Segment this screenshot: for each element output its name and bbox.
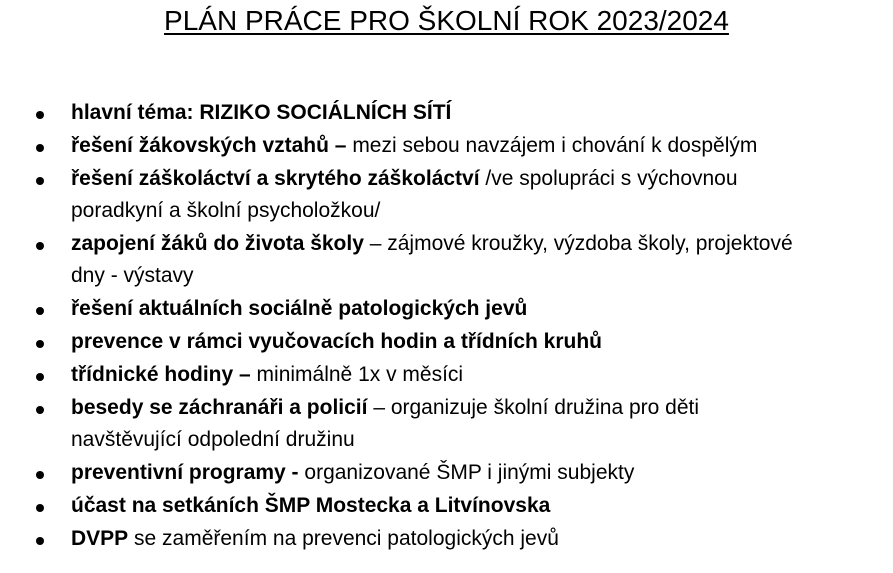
list-item [0,392,893,456]
item-bold-text: hlavní téma: RIZIKO SOCIÁLNÍCH SÍTÍ [71,101,452,124]
item-text: poradkyní a školní psycholožkou/ [71,199,381,222]
item-line [71,457,889,489]
item-bold-text: řešení aktuálních sociálně patologických jevů [71,297,528,320]
item-line [71,228,889,260]
item-line [71,163,889,195]
bullet-icon [36,144,44,152]
list-item [0,97,893,129]
item-bold-text: řešení žákovských vztahů – [71,134,347,157]
item-bold-text: DVPP [71,527,129,550]
item-bold-text: účast na setkáních ŠMP Mostecka a Litvínovska [71,494,551,517]
bullet-icon [36,537,44,545]
item-line [71,326,889,358]
bullet-icon [36,242,44,250]
item-bold-text: třídnické hodiny – [71,363,251,386]
item-line [71,490,889,522]
item-line [71,359,889,391]
item-line [71,195,889,227]
item-text: navštěvující odpolední družinu [71,428,355,451]
bullet-icon [36,373,44,381]
list-item [0,228,893,292]
item-line [71,424,889,456]
item-line [71,293,889,325]
page-title: PLÁN PRÁCE PRO ŠKOLNÍ ROK 2023/2024 [164,5,729,36]
item-text: – zájmové kroužky, výzdoba školy, projektové [363,232,793,255]
plan-list [0,97,893,556]
item-line [71,130,889,162]
item-bold-text: řešení záškoláctví a skrytého záškoláctví [71,167,480,190]
bullet-icon [36,177,44,185]
item-line [71,523,889,555]
list-item [0,523,893,555]
item-line [71,392,889,424]
item-bold-text: preventivní programy - [71,461,299,484]
item-bold-text: zapojení žáků do života školy [71,232,364,255]
bullet-icon [36,504,44,512]
item-text: – organizuje školní družina pro děti [367,396,700,419]
item-bold-text: besedy se záchranáři a policií [71,396,368,419]
list-item [0,490,893,522]
list-item [0,359,893,391]
list-item [0,457,893,489]
item-bold-text: prevence v rámci vyučovacích hodin a třídních kruhů [71,330,603,353]
bullet-icon [36,406,44,414]
item-text: dny - výstavy [71,264,194,287]
list-item [0,163,893,227]
item-text: /ve spolupráci s výchovnou [479,167,738,190]
item-line [71,97,889,129]
bullet-icon [36,307,44,315]
item-line [71,260,889,292]
item-text: minimálně 1x v měsíci [250,363,464,386]
list-item [0,130,893,162]
bullet-icon [36,471,44,479]
bullet-icon [36,111,44,119]
list-item [0,293,893,325]
item-text: se zaměřením na prevenci patologických jevů [128,527,559,550]
item-text: organizované ŠMP i jinými subjekty [298,461,635,484]
item-text: mezi sebou navzájem i chování k dospělým [346,134,758,157]
list-item [0,326,893,358]
bullet-icon [36,340,44,348]
